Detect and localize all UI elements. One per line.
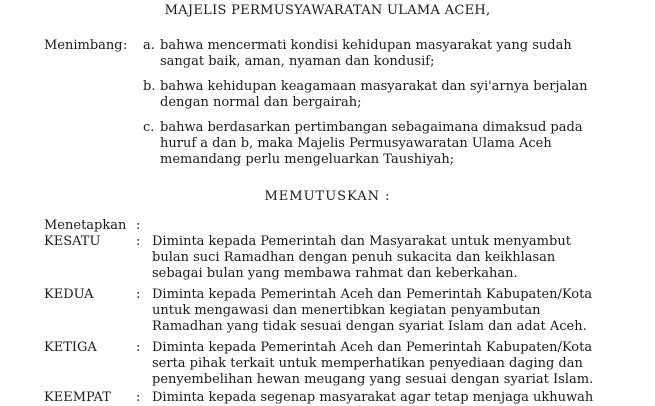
menimbang-item-letter: a. xyxy=(143,38,155,53)
decision-line: serta pihak terkait untuk memperhatikan penyediaan daging dan xyxy=(152,356,583,371)
decision-line: Diminta kepada segenap masyarakat agar tetap menjaga ukhuwah xyxy=(152,390,594,405)
menimbang-label: Menimbang xyxy=(44,38,123,53)
decision-label: KEEMPAT xyxy=(44,390,111,405)
decision-colon: : xyxy=(136,340,141,355)
menimbang-item-letter: c. xyxy=(143,120,155,135)
memutuskan-heading: MEMUTUSKAN : xyxy=(264,189,391,204)
decision-line: Diminta kepada Pemerintah Aceh dan Pemerintah Kabupaten/Kota xyxy=(152,287,593,302)
menimbang-colon: : xyxy=(123,38,128,53)
menimbang-item-line: dengan normal dan bergairah; xyxy=(160,95,362,110)
menimbang-item-letter: b. xyxy=(143,79,156,94)
menimbang-item-line: bahwa berdasarkan pertimbangan sebagaimana dimaksud pada xyxy=(160,120,583,135)
decision-line: untuk mengawasi dan menertibkan kegiatan penyambutan xyxy=(152,303,541,318)
decision-label: KESATU xyxy=(44,234,101,249)
decision-line: sebagai bulan yang membawa rahmat dan keberkahan. xyxy=(152,266,518,281)
decision-colon: : xyxy=(136,287,141,302)
menetapkan-label: Menetapkan xyxy=(44,218,127,233)
menimbang-item-line: sangat baik, aman, nyaman dan kondusif; xyxy=(160,54,435,69)
decision-line: Diminta kepada Pemerintah Aceh dan Pemerintah Kabupaten/Kota xyxy=(152,340,593,355)
menimbang-item-line: memandang perlu mengeluarkan Taushiyah; xyxy=(160,152,455,167)
menetapkan-colon: : xyxy=(136,218,141,233)
decision-colon: : xyxy=(136,234,141,249)
document-title: MAJELIS PERMUSYAWARATAN ULAMA ACEH, xyxy=(164,3,491,18)
decision-line: bulan suci Ramadhan dengan penuh sukacita dan keikhlasan xyxy=(152,250,556,265)
menimbang-item-line: bahwa mencermati kondisi kehidupan masyarakat yang sudah xyxy=(160,38,572,53)
decision-label: KEDUA xyxy=(44,287,94,302)
decision-line: Diminta kepada Pemerintah dan Masyarakat untuk menyambut xyxy=(152,234,571,249)
decision-line: Ramadhan yang tidak sesuai dengan syariat Islam dan adat Aceh. xyxy=(152,319,587,334)
menimbang-item-line: bahwa kehidupan keagamaan masyarakat dan syi'arnya berjalan xyxy=(160,79,588,94)
decision-line: penyembelihan hewan meugang yang sesuai dengan syariat Islam. xyxy=(152,372,594,387)
decision-colon: : xyxy=(136,390,141,405)
decision-label: KETIGA xyxy=(44,340,97,355)
menimbang-item-line: huruf a dan b, maka Majelis Permusyawaratan Ulama Aceh xyxy=(160,136,552,151)
